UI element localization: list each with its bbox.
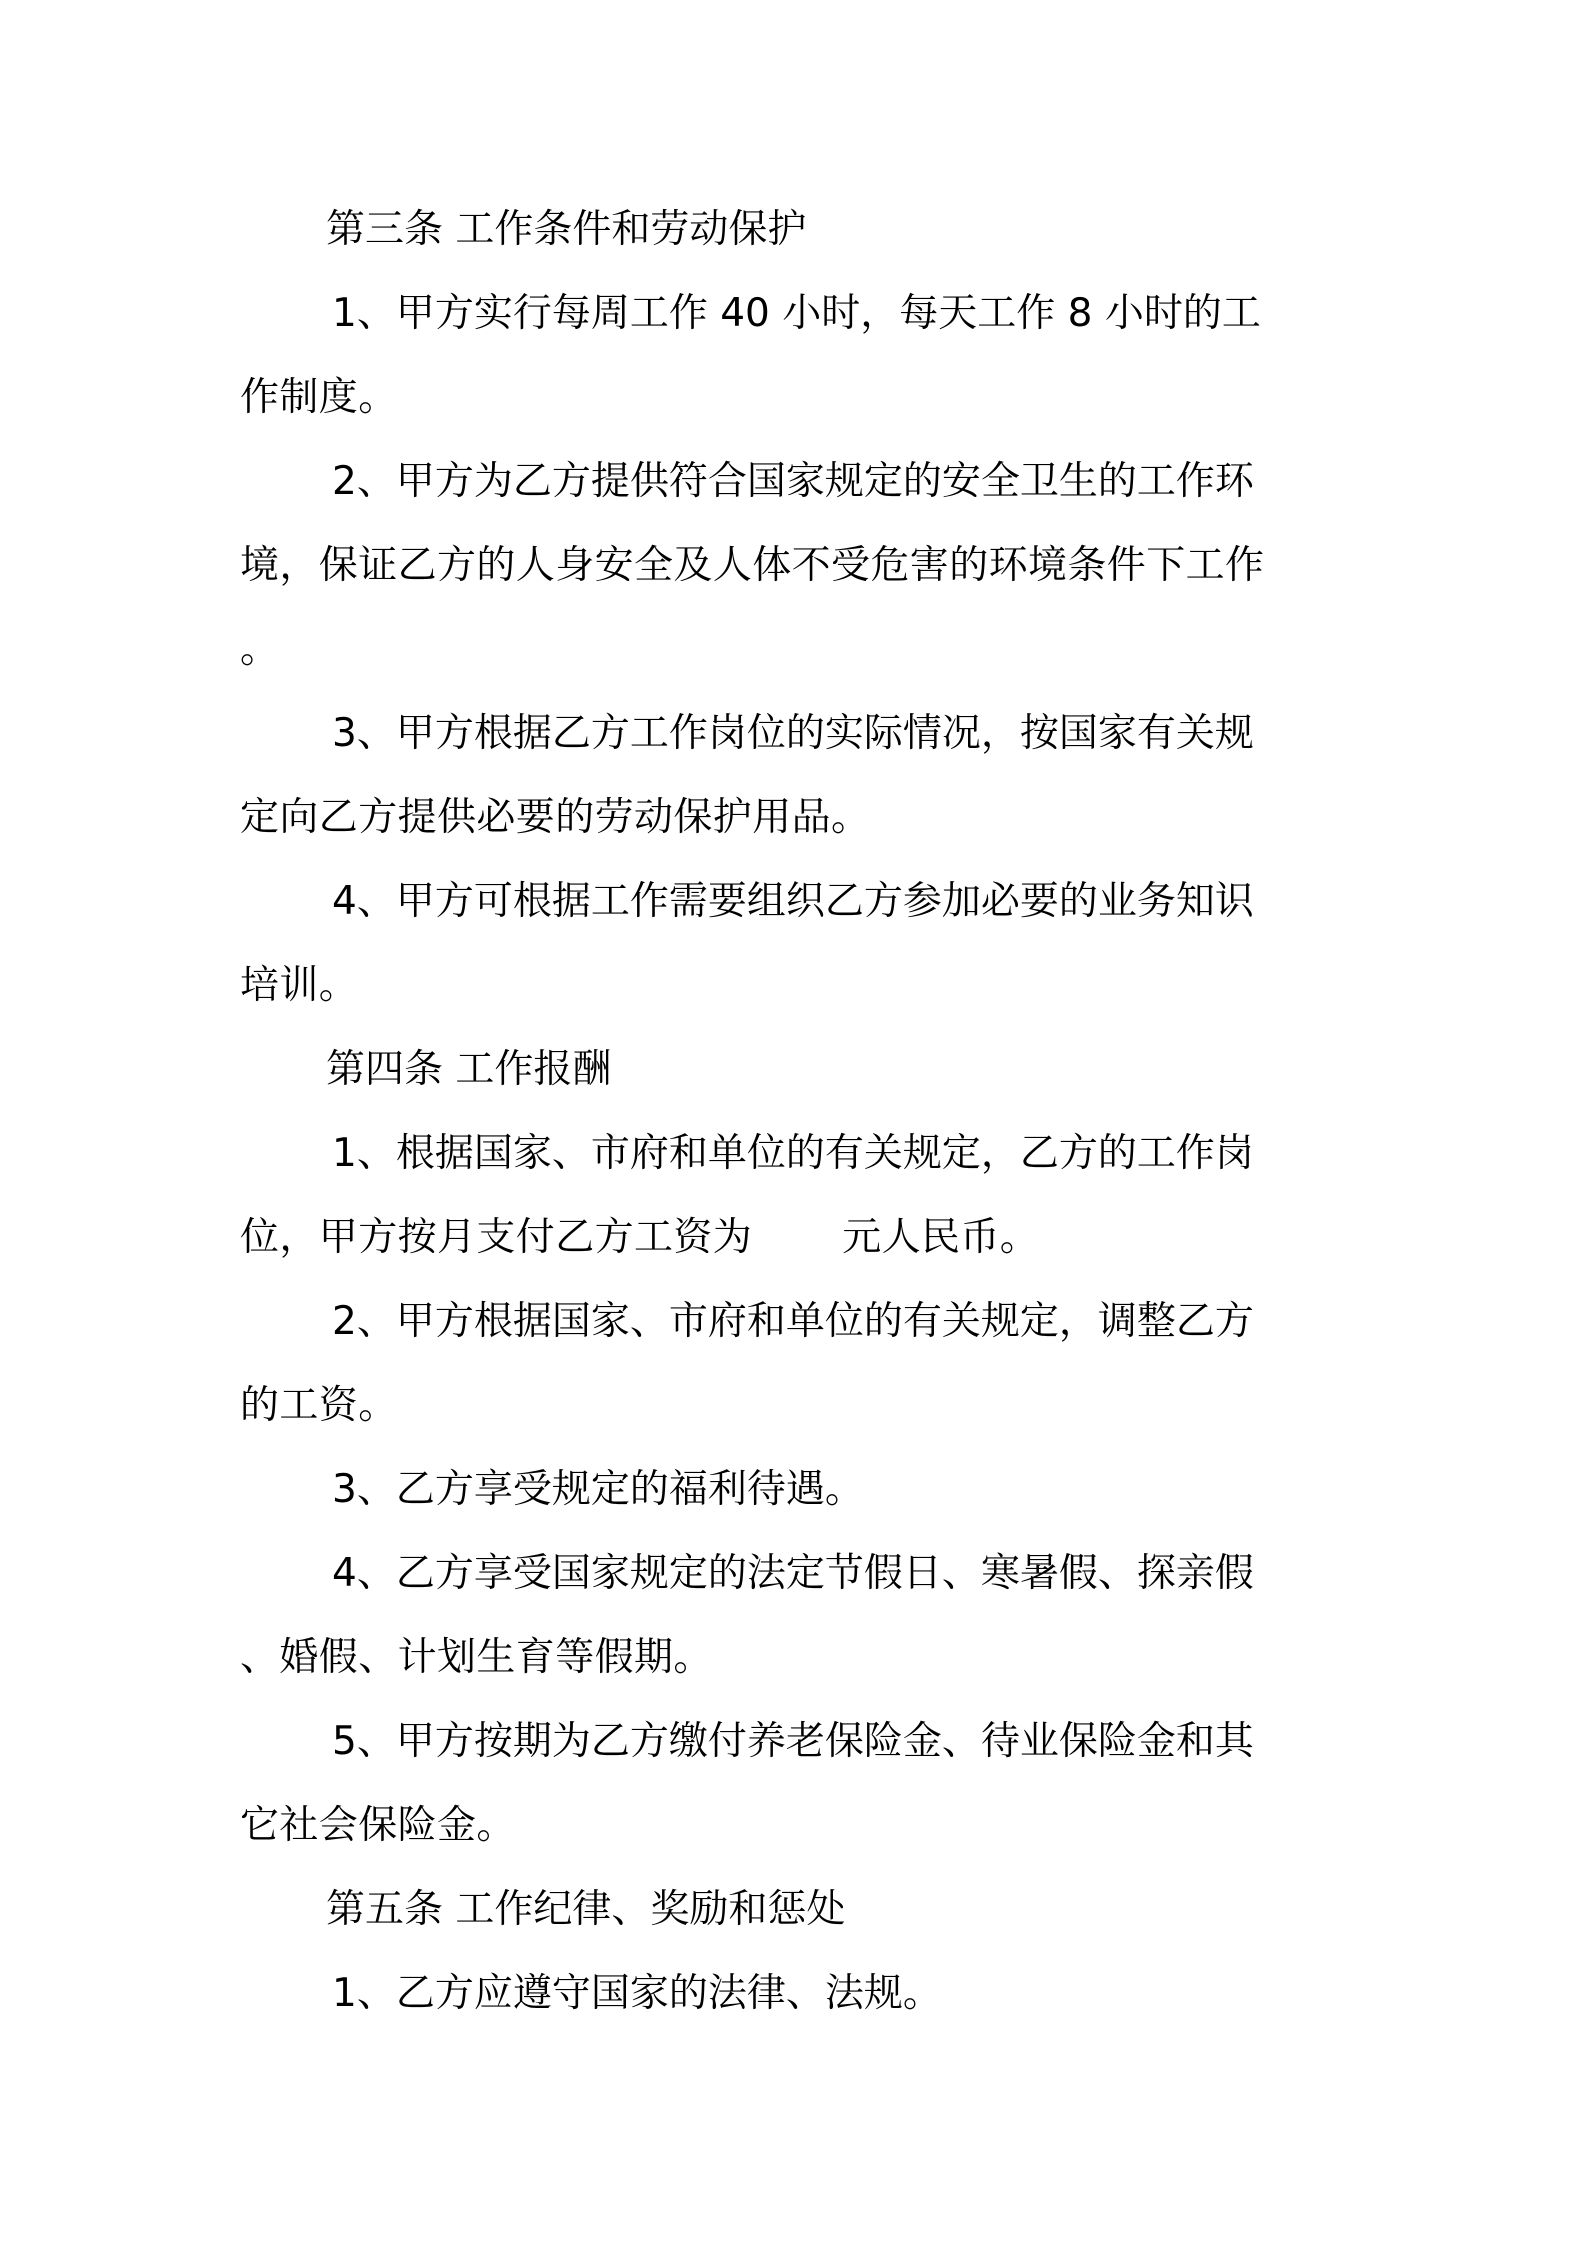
clause-line: 作制度。 xyxy=(240,375,398,420)
clause-line: 1、根据国家、市府和单位的有关规定，乙方的工作岗 xyxy=(332,1131,1254,1176)
clause-line: 、婚假、计划生育等假期。 xyxy=(240,1635,713,1680)
clause-line: 3、甲方根据乙方工作岗位的实际情况，按国家有关规 xyxy=(332,711,1254,756)
clause-line: 的工资。 xyxy=(240,1383,398,1428)
clause-line: 它社会保险金。 xyxy=(240,1803,516,1848)
clause-line: 境，保证乙方的人身安全及人体不受危害的环境条件下工作 xyxy=(240,543,1265,588)
wage-prefix: 位，甲方按月支付乙方工资为 xyxy=(240,1215,753,1260)
clause-line: 1、甲方实行每周工作 40 小时，每天工作 8 小时的工 xyxy=(332,291,1261,336)
clause-line: 4、乙方享受国家规定的法定节假日、寒暑假、探亲假 xyxy=(332,1551,1254,1596)
clause-line: 。 xyxy=(240,627,280,672)
clause-line: 定向乙方提供必要的劳动保护用品。 xyxy=(240,795,871,840)
clause-line: 4、甲方可根据工作需要组织乙方参加必要的业务知识 xyxy=(332,879,1254,924)
clause-line: 2、甲方根据国家、市府和单位的有关规定，调整乙方 xyxy=(332,1299,1254,1344)
clause-line: 5、甲方按期为乙方缴付养老保险金、待业保险金和其 xyxy=(332,1719,1254,1764)
clause-line: 3、乙方享受规定的福利待遇。 xyxy=(332,1467,864,1512)
section-heading: 第三条 工作条件和劳动保护 xyxy=(326,207,807,252)
section-heading: 第五条 工作纪律、奖励和惩处 xyxy=(326,1887,846,1932)
clause-line: 培训。 xyxy=(240,963,359,1008)
wage-suffix: 元人民币。 xyxy=(842,1215,1040,1260)
document-page xyxy=(240,188,1356,2036)
section-heading: 第四条 工作报酬 xyxy=(326,1047,612,1092)
clause-line: 2、甲方为乙方提供符合国家规定的安全卫生的工作环 xyxy=(332,459,1254,504)
clause-line: 1、乙方应遵守国家的法律、法规。 xyxy=(332,1971,942,2016)
wage-line xyxy=(240,1196,1356,1280)
